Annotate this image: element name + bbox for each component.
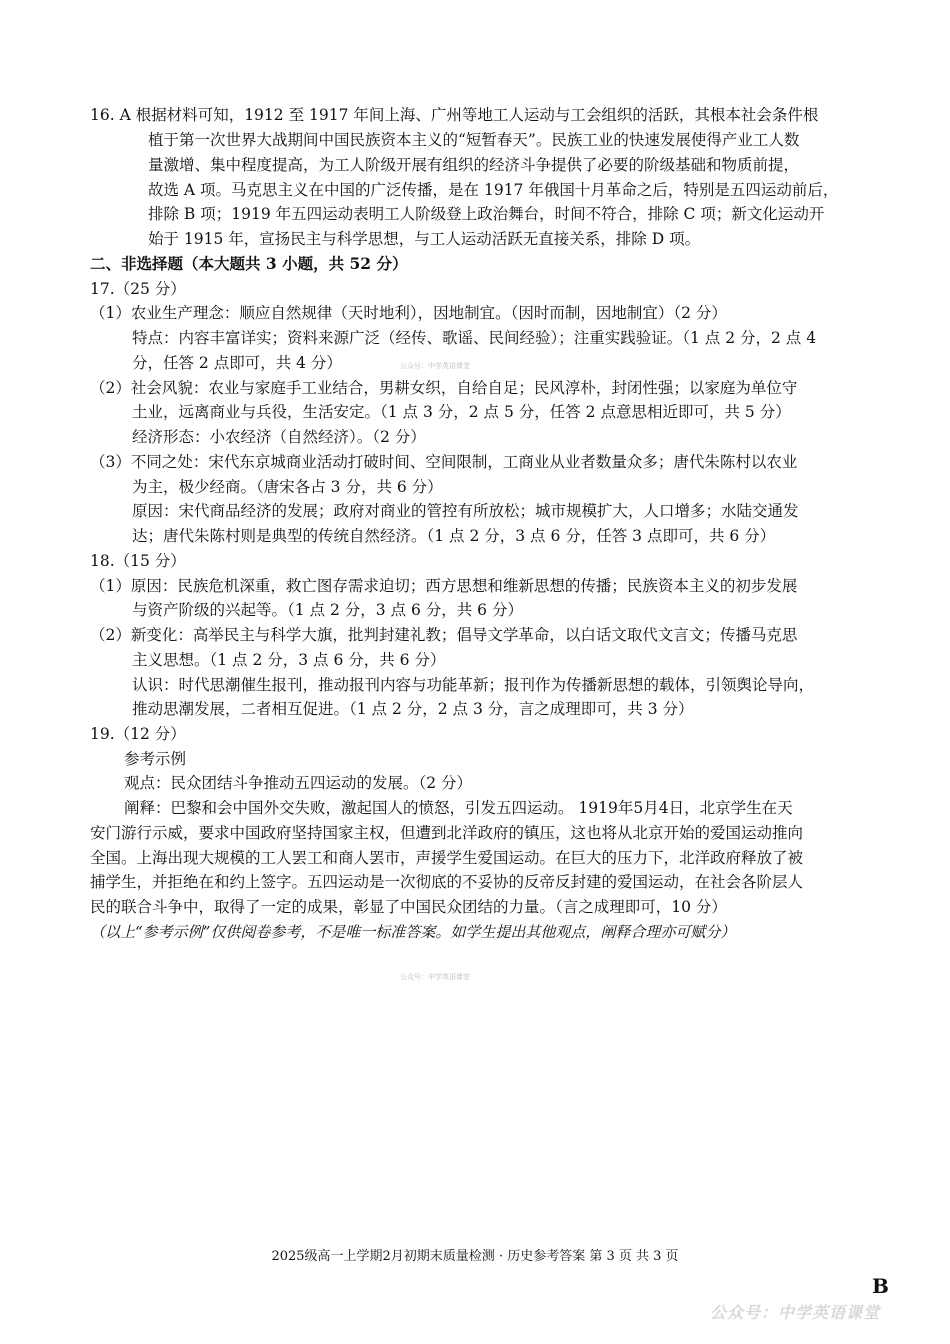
q17-2-line-2: 土业，远离商业与兵役，生活安定。（1 点 3 分，2 点 5 分，任答 2 点意思相近即可，共 5 分） xyxy=(132,403,791,421)
q19-explain-line-1: 阐释：巴黎和会中国外交失败，激起国人的愤怒，引发五四运动。 1919年5月4日，北京学生在天 xyxy=(124,799,793,817)
q19-explain-line-3: 全国。上海出现大规模的工人罢工和商人罢市，声援学生爱国运动。在巨大的压力下，北洋政府释放了被 xyxy=(90,849,804,867)
version-letter: B xyxy=(872,1274,889,1298)
q17-3-line-2: 为主，极少经商。（唐宋各占 3 分，共 6 分） xyxy=(132,478,443,496)
q18-1-line-1: （1）原因：民族危机深重，救亡图存需求迫切；西方思想和维新思想的传播；民族资本主义的初步发展 xyxy=(90,577,798,595)
q17-heading: 17.（25 分） xyxy=(90,280,186,298)
section-heading: 二、非选择题（本大题共 3 小题，共 52 分） xyxy=(90,254,408,273)
q19-example-label: 参考示例 xyxy=(124,750,187,768)
q18-1-line-2: 与资产阶级的兴起等。（1 点 2 分，3 点 6 分，共 6 分） xyxy=(132,601,523,619)
q16-line-6: 始于 1915 年，宣扬民主与科学思想，与工人运动活跃无直接关系，排除 D 项。 xyxy=(148,230,701,248)
q18-2-line-2: 主义思想。（1 点 2 分，3 点 6 分，共 6 分） xyxy=(132,651,446,669)
q18-heading: 18.（15 分） xyxy=(90,552,186,570)
q17-2-line-3: 经济形态：小农经济（自然经济）。（2 分） xyxy=(132,428,426,446)
q16-line-1: 16. A 根据材料可知，1912 至 1917 年间上海、广州等地工人运动与工会组织的活跃，其根本社会条件根 xyxy=(90,106,819,124)
q18-2-line-3: 认识：时代思潮催生报刊，推动报刊内容与功能革新；报刊作为传播新思想的载体，引领舆论导向， xyxy=(132,676,815,694)
q17-1-line-3: 分，任答 2 点即可，共 4 分） xyxy=(132,354,342,372)
q19-explain-line-2: 安门游行示威，要求中国政府坚持国家主权，但遭到北洋政府的镇压，这也将从北京开始的爱国运动推向 xyxy=(90,824,804,842)
q16-line-5: 排除 B 项；1919 年五四运动表明工人阶级登上政治舞台，时间不符合，排除 C 项；新文化运动开 xyxy=(148,205,825,223)
watermark-small-1: 公众号：中学英语课堂 xyxy=(400,362,470,370)
q16-line-2: 植于第一次世界大战期间中国民族资本主义的“短暂春天”。民族工业的快速发展使得产业工人数 xyxy=(148,131,800,149)
watermark-small-2: 公众号：中学英语课堂 xyxy=(400,973,470,981)
grading-note: （以上“参考示例”仅供阅卷参考，不是唯一标准答案。如学生提出其他观点，阐释合理亦可赋分） xyxy=(90,923,736,941)
q18-2-line-1: （2）新变化：高举民主与科学大旗，批判封建礼教；倡导文学革命，以白话文取代文言文；传播马克思 xyxy=(90,626,798,644)
q19-viewpoint: 观点：民众团结斗争推动五四运动的发展。（2 分） xyxy=(124,774,473,792)
q19-explain-line-5: 民的联合斗争中，取得了一定的成果，彰显了中国民众团结的力量。（言之成理即可，10 分） xyxy=(90,898,727,916)
page-footer: 2025级高一上学期2月初期末质量检测 · 历史参考答案 第 3 页 共 3 页 xyxy=(271,1249,679,1264)
watermark-large: 公众号：中学英语课堂 xyxy=(710,1303,881,1322)
q16-line-3: 量激增、集中程度提高，为工人阶级开展有组织的经济斗争提供了必要的阶级基础和物质前提， xyxy=(148,156,800,174)
q17-1-line-2: 特点：内容丰富详实；资料来源广泛（经传、歌谣、民间经验）；注重实践验证。（1 点 2 分，2 点 4 xyxy=(132,329,817,347)
q18-2-line-4: 推动思潮发展，二者相互促进。（1 点 2 分，2 点 3 分，言之成理即可，共 3 分） xyxy=(132,700,694,718)
q16-line-4: 故选 A 项。马克思主义在中国的广泛传播，是在 1917 年俄国十月革命之后，特别是五四运动前后， xyxy=(148,181,839,199)
q17-3-line-1: （3）不同之处：宋代东京城商业活动打破时间、空间限制，工商业从业者数量众多；唐代朱陈村以农业 xyxy=(90,453,798,471)
q17-2-line-1: （2）社会风貌：农业与家庭手工业结合，男耕女织，自给自足；民风淳朴，封闭性强；以家庭为单位守 xyxy=(90,379,798,397)
q19-explain-line-4: 捕学生，并拒绝在和约上签字。五四运动是一次彻底的不妥协的反帝反封建的爱国运动，在社会各阶层人 xyxy=(90,873,804,891)
q19-heading: 19.（12 分） xyxy=(90,725,186,743)
q17-3-line-4: 达；唐代朱陈村则是典型的传统自然经济。（1 点 2 分，3 点 6 分，任答 3 点即可，共 6 分） xyxy=(132,527,776,545)
q17-3-line-3: 原因：宋代商品经济的发展；政府对商业的管控有所放松；城市规模扩大，人口增多；水陆交通发 xyxy=(132,502,799,520)
q17-1-line-1: （1）农业生产理念：顺应自然规律（天时地利），因地制宜。（因时而制，因地制宜）（2 分） xyxy=(90,304,727,322)
